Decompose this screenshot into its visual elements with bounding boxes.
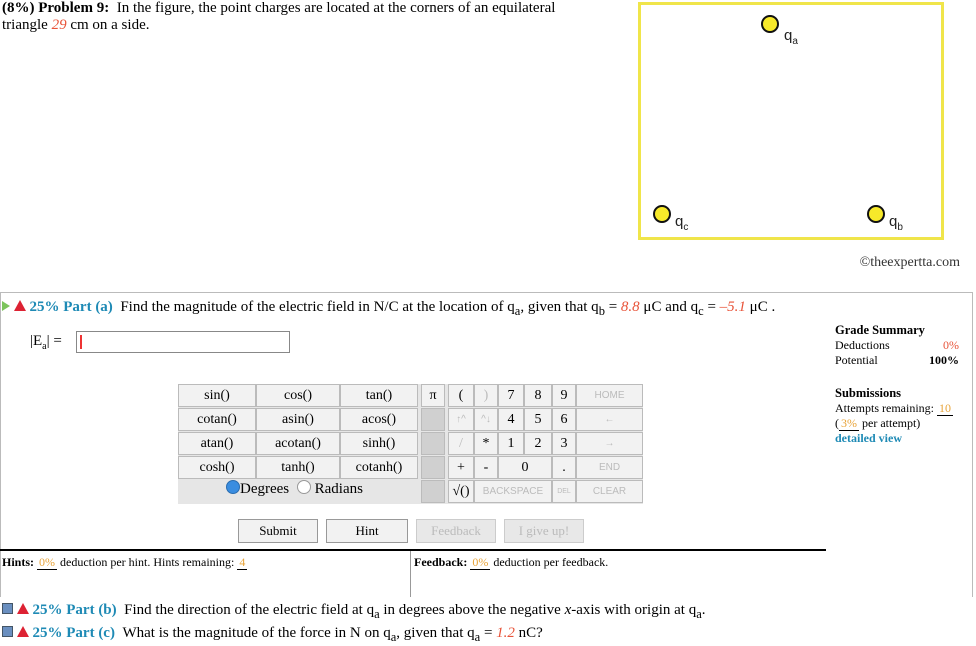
key-cotan[interactable]: cotan() xyxy=(178,408,256,431)
part-c-header[interactable]: 25% Part (c) What is the magnitude of the force in N on $q_a$, given that $q_a = 1.2$ nC? xyxy=(2,624,543,646)
key-4[interactable]: 4 xyxy=(498,408,524,431)
warning-icon xyxy=(17,626,29,637)
qb-value: 8.8 xyxy=(620,299,640,315)
key-blank xyxy=(421,408,445,431)
key-left[interactable]: ← xyxy=(576,408,643,431)
collapsed-part-icon xyxy=(2,626,13,637)
charge-qc-dot xyxy=(653,205,671,223)
submissions: Submissions Attempts remaining: 10 ( 3% per attempt) detailed view xyxy=(835,386,951,445)
charge-qa-label: $q_a$ xyxy=(784,27,798,47)
key-rparen[interactable]: ) xyxy=(474,384,498,407)
key-sin[interactable]: sin() xyxy=(178,384,256,407)
key-acotan[interactable]: acotan() xyxy=(256,432,340,455)
warning-icon xyxy=(17,603,29,614)
qc-value: –5.1 xyxy=(719,299,746,315)
key-2[interactable]: 2 xyxy=(524,432,552,455)
warning-icon xyxy=(14,300,26,311)
key-del[interactable]: DEL xyxy=(552,480,576,503)
keypad xyxy=(178,384,643,504)
key-8[interactable]: 8 xyxy=(524,384,552,407)
key-1[interactable]: 1 xyxy=(498,432,524,455)
key-acos[interactable]: acos() xyxy=(340,408,418,431)
charge-qb-label: $q_b$ xyxy=(889,213,903,233)
angle-mode: Degrees Radians xyxy=(226,480,363,498)
play-icon[interactable] xyxy=(2,301,10,311)
key-star[interactable]: * xyxy=(474,432,498,455)
grade-summary-title: Grade Summary xyxy=(835,323,925,337)
radio-degrees[interactable] xyxy=(226,480,240,494)
key-home[interactable]: HOME xyxy=(576,384,643,407)
grade-summary: Grade Summary Deductions 0% Potential 100% xyxy=(835,323,959,367)
key-right[interactable]: → xyxy=(576,432,643,455)
key-sinh[interactable]: sinh() xyxy=(340,432,418,455)
key-7[interactable]: 7 xyxy=(498,384,524,407)
give-up-button[interactable]: I give up! xyxy=(504,519,584,543)
key-cos[interactable]: cos() xyxy=(256,384,340,407)
problem-statement xyxy=(2,0,602,34)
feedback-info: Feedback: 0% deduction per feedback. xyxy=(414,555,609,569)
problem-label: Problem 9: xyxy=(38,0,110,16)
charge-qb-dot xyxy=(867,205,885,223)
problem-text-end: cm on a side. xyxy=(70,17,150,33)
submit-button[interactable]: Submit xyxy=(238,519,318,543)
side-length-value: 29 xyxy=(51,17,67,33)
problem-text: In the figure, the point charges are located at the corners of an equilateral triangle xyxy=(2,0,556,33)
answer-input[interactable] xyxy=(76,331,290,353)
key-pi[interactable]: π xyxy=(421,384,445,407)
charge-qc-label: $q_c$ xyxy=(675,213,689,233)
key-5[interactable]: 5 xyxy=(524,408,552,431)
hint-deduction-pct: 0% xyxy=(39,555,56,569)
key-0[interactable]: 0 xyxy=(498,456,552,479)
key-tan[interactable]: tan() xyxy=(340,384,418,407)
key-clear[interactable]: CLEAR xyxy=(576,480,643,503)
key-blank xyxy=(421,432,445,455)
hints-info: Hints: 0% deduction per hint. Hints remaining: 4 xyxy=(2,555,246,569)
key-cosh[interactable]: cosh() xyxy=(178,456,256,479)
part-b-header[interactable]: 25% Part (b) Find the direction of the electric field at $q_a$ in degrees above the negative x-axis with origin at $q_a$. xyxy=(2,601,706,623)
potential-value: 100% xyxy=(929,353,959,367)
feedback-deduction-pct: 0% xyxy=(472,555,489,569)
key-backspace[interactable]: BACKSPACE xyxy=(474,480,552,503)
detailed-view-link[interactable]: detailed view xyxy=(835,431,902,445)
text-caret xyxy=(80,335,82,349)
key-6[interactable]: 6 xyxy=(552,408,576,431)
part-a-header: 25% Part (a) Find the magnitude of the electric field in N/C at the location of $q_a$, given that $q_b = 8.8$ μC and $q_c = -5.1$ μC . xyxy=(2,298,775,320)
key-slash[interactable]: / xyxy=(448,432,474,455)
key-end[interactable]: END xyxy=(576,456,643,479)
key-cotanh[interactable]: cotanh() xyxy=(340,456,418,479)
key-9[interactable]: 9 xyxy=(552,384,576,407)
problem-percent: (8%) xyxy=(2,0,35,16)
key-up[interactable]: ↑^ xyxy=(448,408,474,431)
attempts-remaining: 10 xyxy=(938,401,951,415)
qa-value: 1.2 xyxy=(496,625,515,641)
submissions-title: Submissions xyxy=(835,386,902,400)
charge-qa-dot xyxy=(761,15,779,33)
radio-radians[interactable] xyxy=(297,480,311,494)
feedback-button[interactable]: Feedback xyxy=(416,519,496,543)
part-a-title: 25% Part (a) xyxy=(29,299,113,315)
hint-button[interactable]: Hint xyxy=(326,519,408,543)
copyright: ©theexpertta.com xyxy=(859,255,960,270)
key-tanh[interactable]: tanh() xyxy=(256,456,340,479)
key-down[interactable]: ^↓ xyxy=(474,408,498,431)
key-blank xyxy=(421,456,445,479)
answer-label: $|E_a|$ = xyxy=(30,333,62,352)
key-blank xyxy=(421,480,445,503)
collapsed-part-icon xyxy=(2,603,13,614)
key-sqrt[interactable]: √() xyxy=(448,480,474,503)
key-minus[interactable]: - xyxy=(474,456,498,479)
part-b-title: 25% Part (b) xyxy=(32,602,117,618)
key-dot[interactable]: . xyxy=(552,456,576,479)
key-lparen[interactable]: ( xyxy=(448,384,474,407)
key-plus[interactable]: + xyxy=(448,456,474,479)
part-c-title: 25% Part (c) xyxy=(32,625,115,641)
key-asin[interactable]: asin() xyxy=(256,408,340,431)
charge-figure xyxy=(638,2,944,240)
per-attempt-pct: 3% xyxy=(841,416,857,430)
deductions-value: 0% xyxy=(943,338,959,352)
key-3[interactable]: 3 xyxy=(552,432,576,455)
divider xyxy=(410,551,411,597)
key-atan[interactable]: atan() xyxy=(178,432,256,455)
hints-remaining: 4 xyxy=(239,555,246,569)
